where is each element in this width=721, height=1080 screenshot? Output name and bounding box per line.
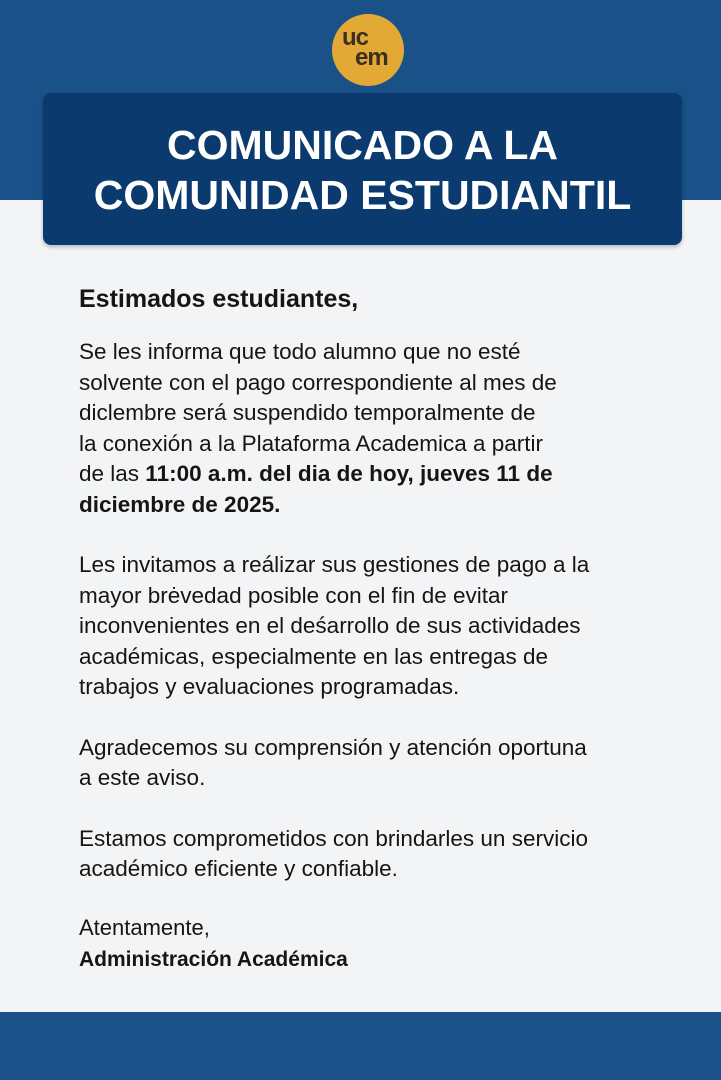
text-prefix: de las [79, 461, 146, 486]
logo-text-bottom: em [355, 44, 388, 71]
text-line: académico eficiente y confiable. [79, 856, 398, 881]
logo-text-top: uc [342, 24, 369, 51]
text-line: la conexión a la Plataforma Academica a partir [79, 430, 543, 456]
text-line: Se les informa que todo alumno que no esté [79, 339, 521, 364]
text-line: inconvenientes en el deśarrollo de sus actividades [79, 613, 581, 638]
paragraph-thanks [79, 733, 679, 794]
text-line: mayor brėvedad posible con el fin de evitar [79, 582, 508, 608]
text-line: Agradecemos su comprensión y atención oportuna [79, 734, 587, 760]
paragraph-commitment [79, 824, 679, 885]
text-line: trabajos y evaluaciones programadas. [79, 674, 460, 699]
text-line [79, 490, 679, 521]
footer-band [0, 1012, 721, 1080]
letter-body [79, 283, 679, 977]
deadline-text: 11:00 a.m. del dia de hoy, jueves 11 de [145, 461, 553, 486]
text-line: diclembre será suspendido temporalmente de [79, 400, 536, 425]
text-line: Estamos comprometidos con brindarles un servicio [79, 825, 588, 851]
page-title [43, 120, 682, 220]
text-line: a este aviso. [79, 765, 206, 790]
text-line: solvente con el pago correspondiente al mes de [79, 369, 557, 395]
title-card [43, 93, 682, 245]
title-line-1: COMUNICADO A LA [167, 122, 558, 168]
ucem-logo [332, 14, 404, 86]
closing: Atentamente, [79, 914, 210, 940]
signature: Administración Académica [79, 947, 348, 971]
paragraph-notice [79, 337, 679, 520]
text-line: Les invitamos a reálizar sus gestiones de pago a la [79, 552, 590, 577]
greeting: Estimados estudiantes, [79, 285, 359, 313]
paragraph-invitation [79, 550, 679, 703]
text-line [79, 459, 679, 490]
deadline-date: diciembre de 2025. [79, 491, 281, 517]
text-line: académicas, especialmente en las entregas de [79, 643, 549, 669]
title-line-2: COMUNIDAD ESTUDIANTIL [93, 172, 632, 218]
